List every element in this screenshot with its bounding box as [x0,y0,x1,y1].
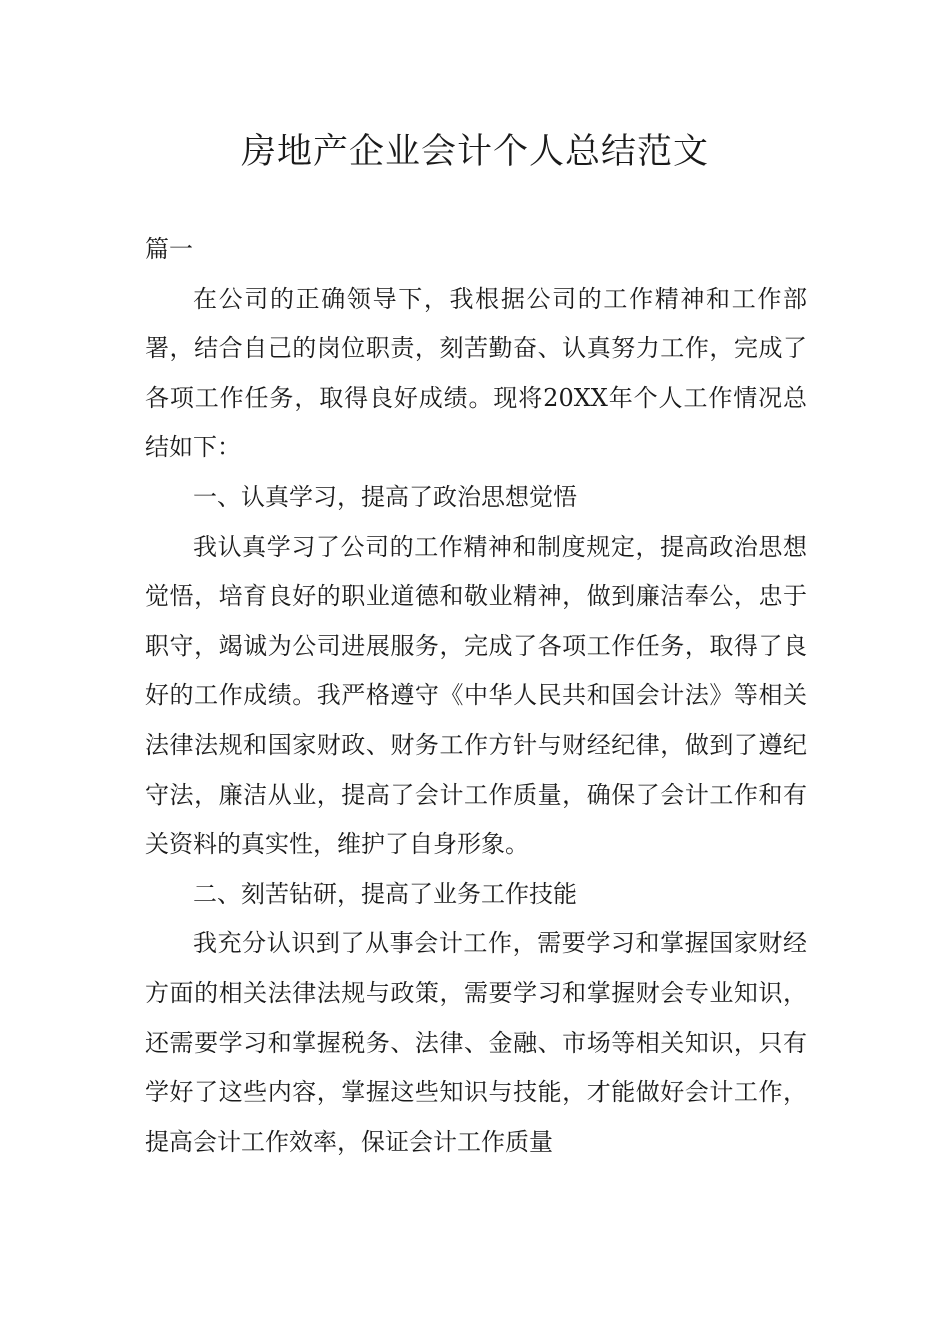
section-heading-2: 二、刻苦钻研，提高了业务工作技能 [193,879,577,908]
section-2-paragraph: 我充分认识到了从事会计工作，需要学习和掌握国家财经方面的相关法律法规与政策，需要学习和掌握财会专业知识，还需要学习和掌握税务、法律、金融、市场等相关知识，只有学好了这些内容，掌握这些知识与技能，才能做好会计工作，提高会计工作效率，保证会计工作质量 [145,929,807,1156]
section-1-paragraph: 我认真学习了公司的工作精神和制度规定，提高政治思想觉悟，培育良好的职业道德和敬业精神，做到廉洁奉公，忠于职守，竭诚为公司进展服务，完成了各项工作任务，取得了良好的工作成绩。我严格遵守《中华人民共和国会计法》等相关法律法规和国家财政、财务工作方针与财经纪律，做到了遵纪守法，廉洁从业，提高了会计工作质量，确保了会计工作和有关资料的真实性，维护了自身形象。 [145,532,807,859]
page-title: 房地产企业会计个人总结范文 [240,132,709,172]
document-body [145,225,807,1167]
section-label: 篇一 [145,235,193,263]
intro-paragraph: 在公司的正确领导下，我根据公司的工作精神和工作部署，结合自己的岗位职责，刻苦勤奋、认真努力工作，完成了各项工作任务，取得良好成绩。现将20XX年个人工作情况总结如下： [145,284,807,462]
section-heading-1: 一、认真学习，提高了政治思想觉悟 [193,482,577,511]
